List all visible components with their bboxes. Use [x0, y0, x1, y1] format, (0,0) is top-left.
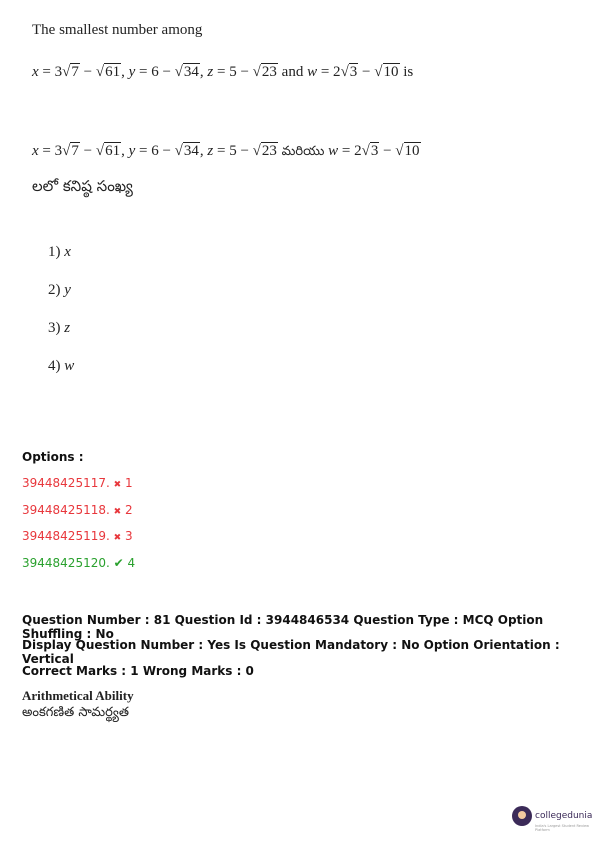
option-value: 2	[125, 503, 133, 517]
options-heading: Options :	[22, 450, 84, 464]
answer-option-2	[22, 503, 133, 517]
logo-mascot-icon	[512, 806, 532, 826]
answer-option-4	[22, 556, 135, 570]
option-value: 1	[125, 476, 133, 490]
choice-value: x	[64, 244, 71, 260]
question-expression-en: x = 3√7 − √61, y = 6 − √34, z = 5 − √23 and w = 2√3 − √10 is	[32, 64, 414, 80]
expr-z: z = 5 − √23	[207, 64, 277, 80]
question-te-line: లలో కనిష్ఠ సంఖ్య	[32, 177, 133, 195]
choice-4	[48, 358, 74, 375]
cross-icon: ✖	[113, 480, 122, 490]
brand-logo	[512, 806, 595, 832]
and-word: and	[281, 64, 304, 80]
answer-option-1	[22, 476, 133, 490]
choice-value: z	[64, 320, 71, 336]
logo-subtext: India's Largest Student Review Platform	[535, 824, 590, 832]
question-title: The smallest number among	[32, 22, 203, 38]
choice-value: y	[64, 282, 71, 298]
section-title-en: Arithmetical Ability	[22, 688, 134, 703]
question-meta-line-1: Question Number : 81 Question Id : 3944846534 Question Type : MCQ Option Shuffling : No	[22, 613, 544, 641]
check-icon: ✔	[113, 556, 124, 570]
option-value: 4	[127, 556, 136, 570]
question-meta-line-2: Display Question Number : Yes Is Question Mandatory : No Option Orientation : Vertical	[22, 638, 560, 666]
question-meta-line-3: Correct Marks : 1 Wrong Marks : 0	[22, 664, 254, 678]
choice-2	[48, 282, 71, 299]
choice-number: 1)	[48, 244, 61, 260]
choice-1	[48, 244, 71, 261]
option-id: 39448425120.	[22, 556, 110, 570]
expr-y: y = 6 − √34	[128, 64, 199, 80]
section-title-te: అంకగణిత సామర్థ్యత	[22, 705, 130, 720]
cross-icon: ✖	[113, 533, 122, 543]
answer-option-3	[22, 529, 133, 543]
choice-number: 3)	[48, 320, 61, 336]
option-id: 39448425119.	[22, 529, 110, 543]
cross-icon: ✖	[113, 507, 122, 517]
expr-w: w = 2√3 − √10	[307, 64, 399, 80]
and-word-te: మరియు	[281, 144, 325, 159]
choice-number: 2)	[48, 282, 61, 298]
choice-number: 4)	[48, 358, 61, 374]
choice-3	[48, 320, 70, 337]
option-id: 39448425117.	[22, 476, 110, 490]
choice-value: w	[64, 358, 75, 374]
is-word: is	[403, 64, 414, 80]
option-id: 39448425118.	[22, 503, 110, 517]
expr-x: x = 3√7 − √61	[32, 64, 121, 80]
logo-text: collegedunia	[535, 811, 593, 821]
option-value: 3	[125, 529, 133, 543]
question-expression-te: x = 3√7 − √61, y = 6 − √34, z = 5 − √23 మరియు w = 2√3 − √10	[32, 143, 420, 159]
